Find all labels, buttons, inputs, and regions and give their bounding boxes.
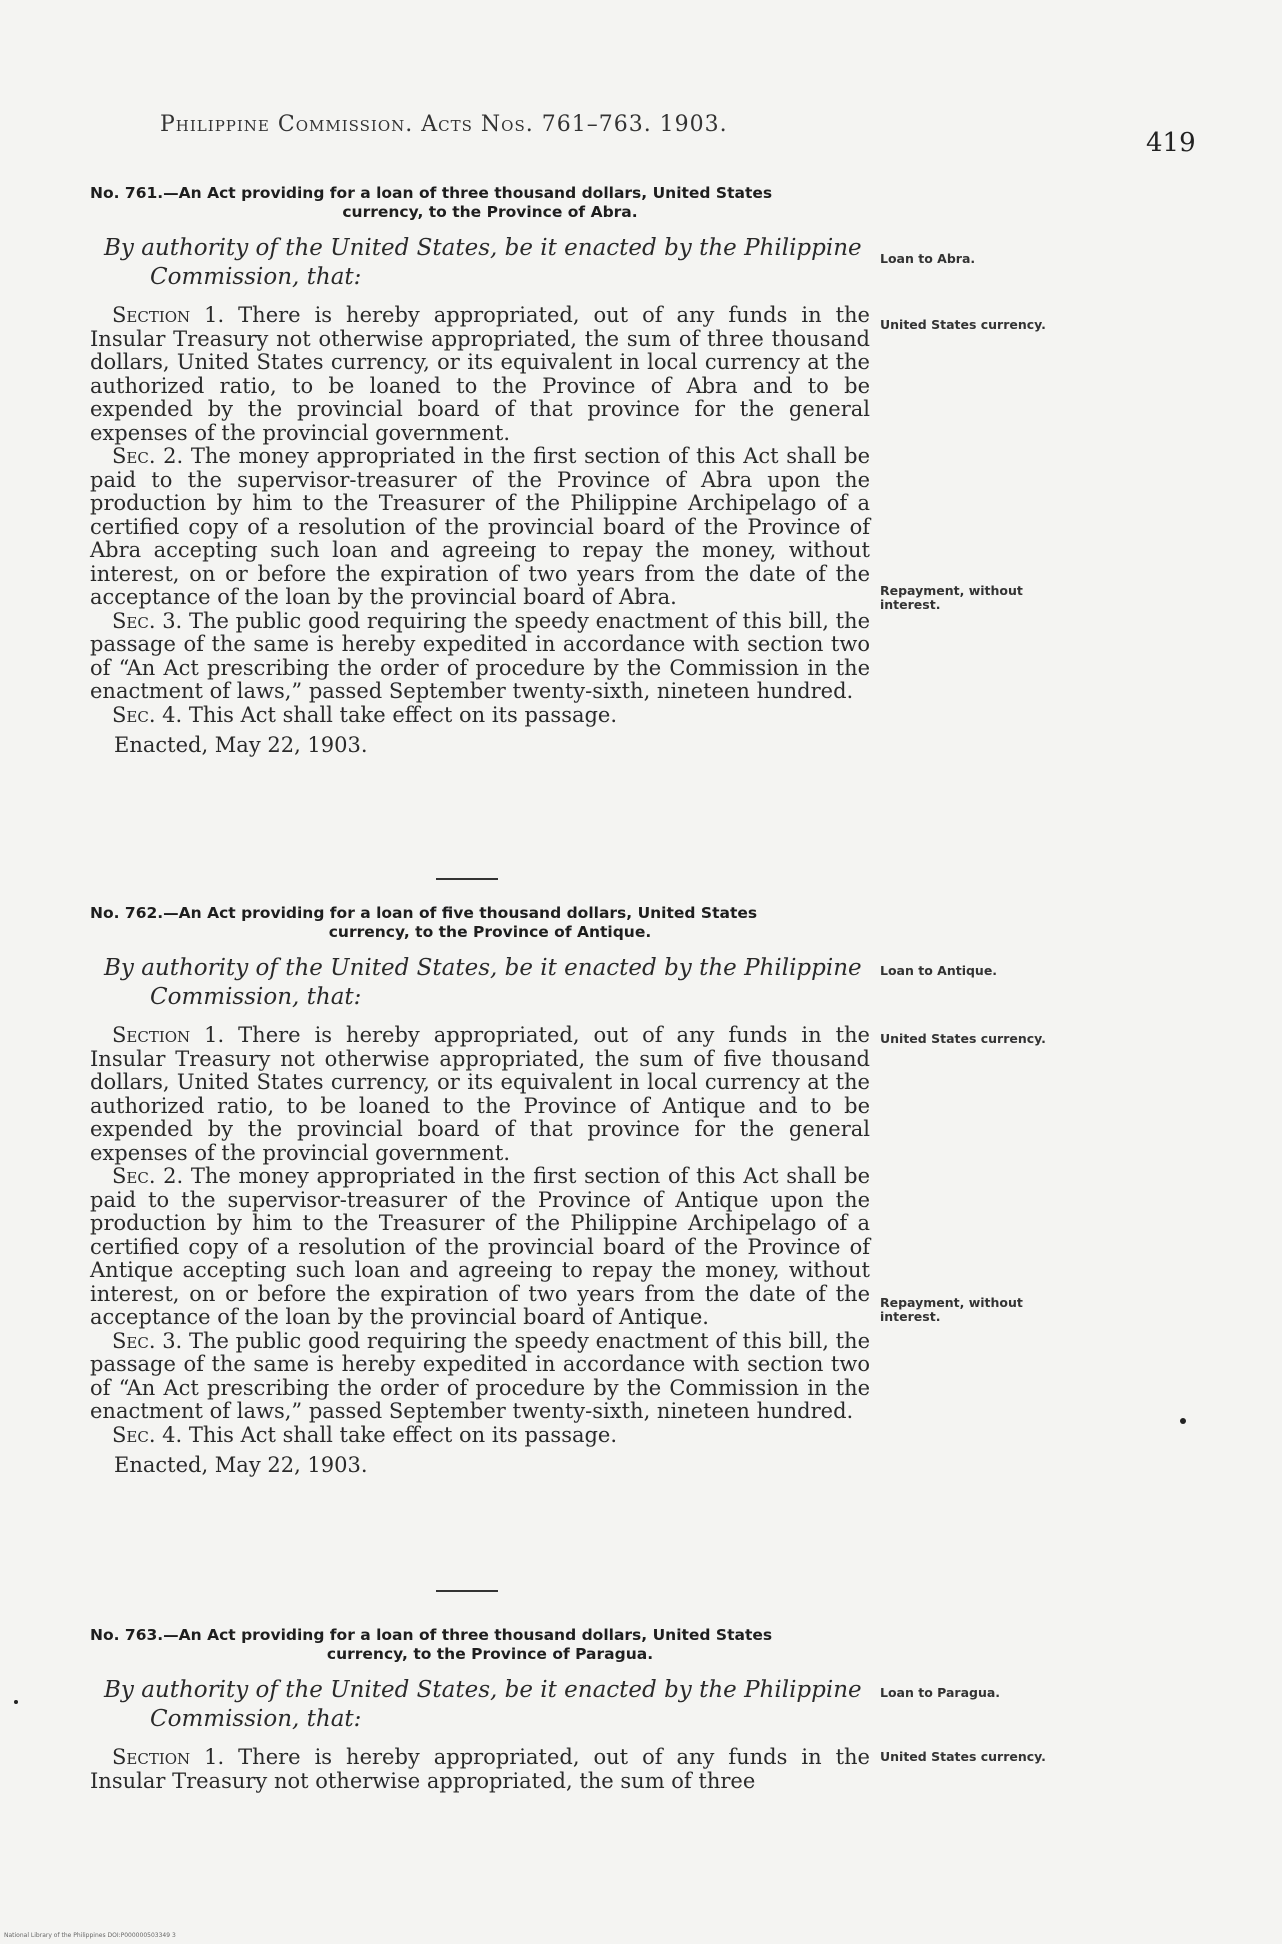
act-762 [90,904,870,1479]
enacting-line-continued: Commission, that: [150,984,362,1010]
margin-note-loan: Loan to Antique. [880,963,998,978]
act-title-continued: currency, to the Province of Paragua. [326,1645,654,1663]
section-3 [90,1330,870,1424]
section-label: Section 1. [112,1023,225,1047]
section-label: Sec. 4. [112,702,183,727]
margin-note-loan: Loan to Abra. [880,251,976,266]
section-label: Sec. 3. [112,608,183,633]
act-title-continued: currency, to the Province of Antique. [328,923,652,941]
act-title: —An Act providing for a loan of three thousand dollars, United States [163,184,773,202]
enacting-clause [90,234,870,292]
enacting-line-continued: Commission, that: [150,1706,362,1732]
margin-note-repayment: Repayment, without interest. [880,583,1023,612]
act-number: No. 763. [90,1626,164,1644]
enacting-clause [90,954,870,1012]
running-head: Philippine Commission. Acts Nos. 761–763. 1903. [160,112,728,137]
act-separator [436,1590,498,1592]
section-text: There is hereby appropriated, out of any funds in the Insular Treasury not otherwise appropriated, the sum of three thousand dollars, United States currency, or its equivalent in local currency at the authorized ratio, to be loaned to the Province of Abra and to be expended by the provincial board of that province for the general expenses of the provincial government. [90,303,870,445]
enacting-line: By authority of the United States, be it enacted by the Philippine [104,235,862,261]
section-label: Sec. 4. [112,1422,183,1447]
section-text: The money appropriated in the first section of this Act shall be paid to the supervisor-treasurer of the Province of Antique upon the production by him to the Treasurer of the Philippine Archipelago of a certified copy of a resolution of the provincial board of the Province of Antique accepting such loan and agreeing to repay the money, without interest, on or before the expiration of two years from the date of the acceptance of the loan by the provincial board of Antique. [90,1164,871,1329]
section-text: There is hereby appropriated, out of any funds in the Insular Treasury not otherwise appropriated, the sum of three [90,1745,870,1793]
section-text: This Act shall take effect on its passage. [188,702,618,727]
margin-note-currency: United States currency. [880,317,1046,332]
speck-mark [1180,1418,1186,1424]
section-4 [90,1424,870,1448]
act-heading [90,184,870,222]
margin-note-currency: United States currency. [880,1749,1046,1764]
speck-mark [14,1700,18,1704]
section-3 [90,610,870,704]
section-label: Sec. 2. [112,1164,184,1188]
section-text: The money appropriated in the first section of this Act shall be paid to the supervisor-treasurer of the Province of Abra upon the production by him to the Treasurer of the Philippine Archipelago of a certified copy of a resolution of the provincial board of the Province of Abra accepting such loan and agreeing to repay the money, without interest, on or before the expiration of two years from the date of the acceptance of the loan by the provincial board of Abra. [90,444,871,609]
section-4 [90,704,870,728]
section-label: Sec. 3. [112,1328,183,1353]
section-2 [90,445,870,610]
margin-note-repayment: Repayment, without interest. [880,1295,1023,1324]
section-label: Section 1. [112,1745,225,1769]
act-763 [90,1626,870,1793]
section-1 [90,304,870,445]
section-label: Section 1. [112,303,225,327]
enacted-date: Enacted, May 22, 1903. [114,1453,368,1477]
section-label: Sec. 2. [112,444,184,468]
footer-credit: National Library of the Philippines DOI:P000000503349 3 [4,1932,176,1939]
act-number: No. 762. [90,904,164,922]
section-text: This Act shall take effect on its passage. [188,1422,618,1447]
act-heading [90,904,870,942]
enacting-line: By authority of the United States, be it enacted by the Philippine [104,1677,862,1703]
section-text: The public good requiring the speedy enactment of this bill, the passage of the same is hereby expedited in accordance with section two of “An Act prescribing the order of procedure by the Commission in the enactment of laws,” passed September twenty-sixth, nineteen hundred. [90,1328,870,1423]
enacting-clause [90,1676,870,1734]
act-separator [436,878,498,880]
enacting-line-continued: Commission, that: [150,264,362,290]
section-text: The public good requiring the speedy enactment of this bill, the passage of the same is hereby expedited in accordance with section two of “An Act prescribing the order of procedure by the Commission in the enactment of laws,” passed September twenty-sixth, nineteen hundred. [90,608,870,703]
section-1 [90,1024,870,1165]
act-heading [90,1626,870,1664]
act-number: No. 761. [90,184,164,202]
act-761 [90,184,870,759]
section-2 [90,1165,870,1330]
enacted-date: Enacted, May 22, 1903. [114,733,368,757]
act-title: —An Act providing for a loan of three thousand dollars, United States [163,1626,773,1644]
margin-note-currency: United States currency. [880,1031,1046,1046]
margin-note-loan: Loan to Paragua. [880,1685,1001,1700]
act-title-continued: currency, to the Province of Abra. [342,203,638,221]
section-1 [90,1746,870,1793]
act-title: —An Act providing for a loan of five thousand dollars, United States [163,904,758,922]
page-number: 419 [1146,128,1196,158]
enacting-line: By authority of the United States, be it enacted by the Philippine [104,955,862,981]
section-text: There is hereby appropriated, out of any funds in the Insular Treasury not otherwise appropriated, the sum of five thousand dollars, United States currency, or its equivalent in local currency at the authorized ratio, to be loaned to the Province of Antique and to be expended by the provincial board of that province for the general expenses of the provincial government. [90,1023,870,1165]
